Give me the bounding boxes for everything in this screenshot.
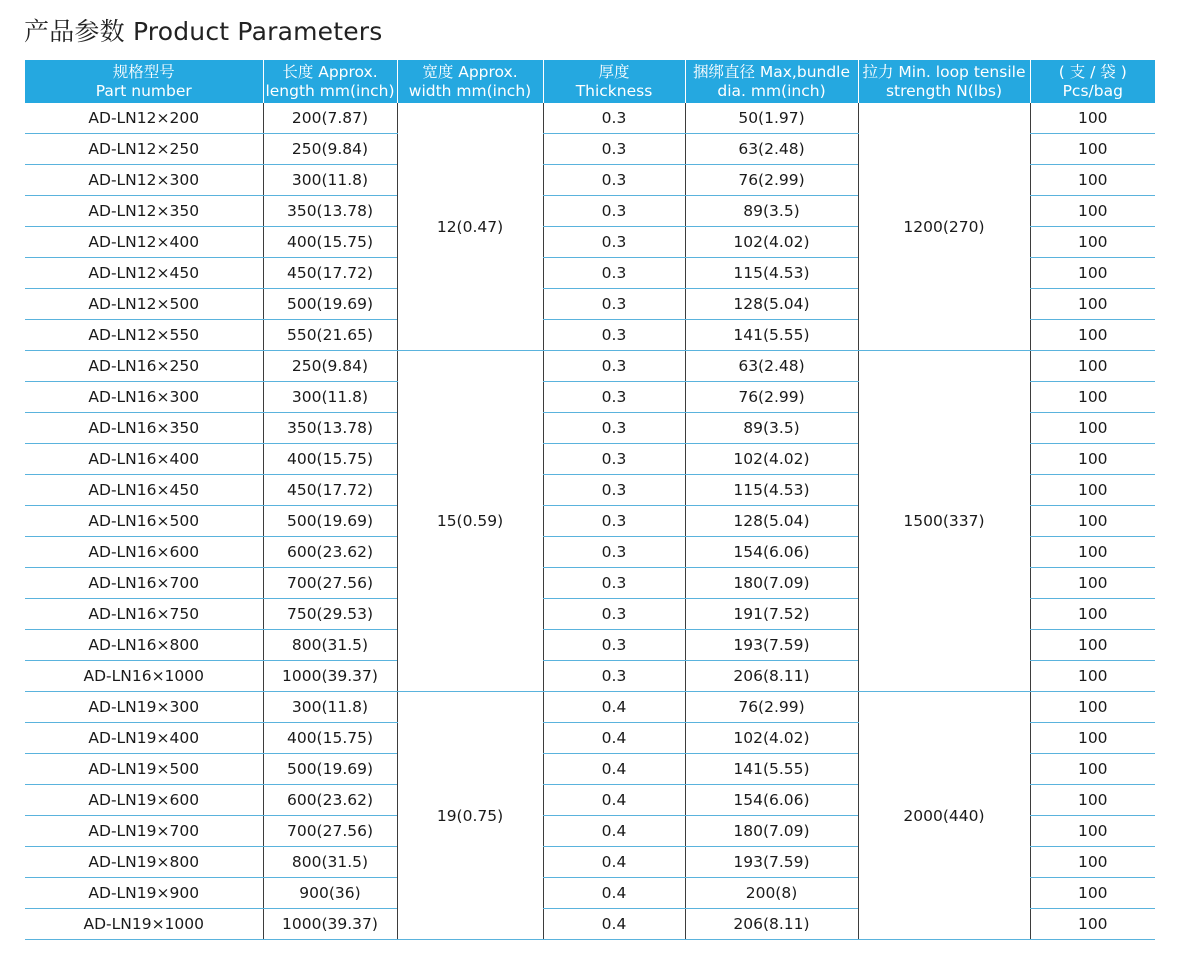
part-number-cell: AD-LN16×400 <box>25 444 263 475</box>
length-cell: 400(15.75) <box>263 444 397 475</box>
pcs-per-bag-cell: 100 <box>1030 475 1155 506</box>
pcs-per-bag-cell: 100 <box>1030 599 1155 630</box>
bundle-diameter-cell: 63(2.48) <box>685 134 858 165</box>
header-tensile-strength: 拉力 Min. loop tensile strength N(lbs) <box>858 60 1030 103</box>
thickness-cell: 0.3 <box>543 227 685 258</box>
thickness-cell: 0.3 <box>543 258 685 289</box>
bundle-diameter-cell: 193(7.59) <box>685 630 858 661</box>
bundle-diameter-cell: 206(8.11) <box>685 661 858 692</box>
part-number-cell: AD-LN12×500 <box>25 289 263 320</box>
thickness-cell: 0.4 <box>543 909 685 940</box>
part-number-cell: AD-LN12×450 <box>25 258 263 289</box>
length-cell: 700(27.56) <box>263 568 397 599</box>
thickness-cell: 0.4 <box>543 785 685 816</box>
thickness-cell: 0.3 <box>543 351 685 382</box>
thickness-cell: 0.3 <box>543 320 685 351</box>
length-cell: 300(11.8) <box>263 382 397 413</box>
pcs-per-bag-cell: 100 <box>1030 785 1155 816</box>
length-cell: 600(23.62) <box>263 785 397 816</box>
length-cell: 800(31.5) <box>263 847 397 878</box>
part-number-cell: AD-LN16×750 <box>25 599 263 630</box>
part-number-cell: AD-LN19×500 <box>25 754 263 785</box>
length-cell: 350(13.78) <box>263 196 397 227</box>
tensile-strength-cell: 2000(440) <box>858 692 1030 940</box>
product-parameters-table <box>25 60 1155 940</box>
pcs-per-bag-cell: 100 <box>1030 413 1155 444</box>
thickness-cell: 0.3 <box>543 630 685 661</box>
length-cell: 300(11.8) <box>263 692 397 723</box>
table-header-row <box>25 60 1155 103</box>
bundle-diameter-cell: 76(2.99) <box>685 382 858 413</box>
part-number-cell: AD-LN16×700 <box>25 568 263 599</box>
length-cell: 250(9.84) <box>263 134 397 165</box>
pcs-per-bag-cell: 100 <box>1030 227 1155 258</box>
bundle-diameter-cell: 141(5.55) <box>685 320 858 351</box>
pcs-per-bag-cell: 100 <box>1030 661 1155 692</box>
bundle-diameter-cell: 200(8) <box>685 878 858 909</box>
header-width: 宽度 Approx. width mm(inch) <box>397 60 543 103</box>
pcs-per-bag-cell: 100 <box>1030 878 1155 909</box>
thickness-cell: 0.4 <box>543 723 685 754</box>
table-row <box>25 103 1155 134</box>
length-cell: 550(21.65) <box>263 320 397 351</box>
length-cell: 300(11.8) <box>263 165 397 196</box>
part-number-cell: AD-LN19×900 <box>25 878 263 909</box>
bundle-diameter-cell: 102(4.02) <box>685 227 858 258</box>
bundle-diameter-cell: 180(7.09) <box>685 568 858 599</box>
thickness-cell: 0.3 <box>543 382 685 413</box>
bundle-diameter-cell: 141(5.55) <box>685 754 858 785</box>
part-number-cell: AD-LN12×200 <box>25 103 263 134</box>
bundle-diameter-cell: 115(4.53) <box>685 475 858 506</box>
bundle-diameter-cell: 76(2.99) <box>685 692 858 723</box>
table-row <box>25 351 1155 382</box>
length-cell: 200(7.87) <box>263 103 397 134</box>
thickness-cell: 0.3 <box>543 537 685 568</box>
thickness-cell: 0.3 <box>543 661 685 692</box>
part-number-cell: AD-LN12×300 <box>25 165 263 196</box>
thickness-cell: 0.3 <box>543 475 685 506</box>
pcs-per-bag-cell: 100 <box>1030 909 1155 940</box>
thickness-cell: 0.3 <box>543 196 685 227</box>
pcs-per-bag-cell: 100 <box>1030 258 1155 289</box>
part-number-cell: AD-LN16×800 <box>25 630 263 661</box>
pcs-per-bag-cell: 100 <box>1030 692 1155 723</box>
thickness-cell: 0.3 <box>543 599 685 630</box>
part-number-cell: AD-LN19×800 <box>25 847 263 878</box>
table-body <box>25 103 1155 940</box>
pcs-per-bag-cell: 100 <box>1030 506 1155 537</box>
thickness-cell: 0.3 <box>543 165 685 196</box>
bundle-diameter-cell: 115(4.53) <box>685 258 858 289</box>
pcs-per-bag-cell: 100 <box>1030 196 1155 227</box>
bundle-diameter-cell: 128(5.04) <box>685 506 858 537</box>
pcs-per-bag-cell: 100 <box>1030 134 1155 165</box>
page-title: 产品参数 Product Parameters <box>24 17 383 46</box>
bundle-diameter-cell: 128(5.04) <box>685 289 858 320</box>
pcs-per-bag-cell: 100 <box>1030 320 1155 351</box>
length-cell: 700(27.56) <box>263 816 397 847</box>
bundle-diameter-cell: 154(6.06) <box>685 785 858 816</box>
width-cell: 15(0.59) <box>397 351 543 692</box>
part-number-cell: AD-LN12×250 <box>25 134 263 165</box>
pcs-per-bag-cell: 100 <box>1030 754 1155 785</box>
bundle-diameter-cell: 76(2.99) <box>685 165 858 196</box>
part-number-cell: AD-LN12×550 <box>25 320 263 351</box>
thickness-cell: 0.3 <box>543 134 685 165</box>
length-cell: 500(19.69) <box>263 289 397 320</box>
bundle-diameter-cell: 102(4.02) <box>685 723 858 754</box>
part-number-cell: AD-LN16×500 <box>25 506 263 537</box>
thickness-cell: 0.3 <box>543 444 685 475</box>
pcs-per-bag-cell: 100 <box>1030 165 1155 196</box>
thickness-cell: 0.4 <box>543 847 685 878</box>
width-cell: 12(0.47) <box>397 103 543 351</box>
tensile-strength-cell: 1200(270) <box>858 103 1030 351</box>
thickness-cell: 0.4 <box>543 754 685 785</box>
width-cell: 19(0.75) <box>397 692 543 940</box>
thickness-cell: 0.3 <box>543 413 685 444</box>
pcs-per-bag-cell: 100 <box>1030 723 1155 754</box>
part-number-cell: AD-LN16×450 <box>25 475 263 506</box>
thickness-cell: 0.4 <box>543 692 685 723</box>
length-cell: 350(13.78) <box>263 413 397 444</box>
length-cell: 1000(39.37) <box>263 909 397 940</box>
header-thickness: 厚度 Thickness <box>543 60 685 103</box>
bundle-diameter-cell: 89(3.5) <box>685 196 858 227</box>
length-cell: 400(15.75) <box>263 227 397 258</box>
bundle-diameter-cell: 193(7.59) <box>685 847 858 878</box>
pcs-per-bag-cell: 100 <box>1030 537 1155 568</box>
thickness-cell: 0.3 <box>543 568 685 599</box>
part-number-cell: AD-LN19×600 <box>25 785 263 816</box>
bundle-diameter-cell: 191(7.52) <box>685 599 858 630</box>
bundle-diameter-cell: 63(2.48) <box>685 351 858 382</box>
length-cell: 600(23.62) <box>263 537 397 568</box>
length-cell: 250(9.84) <box>263 351 397 382</box>
length-cell: 450(17.72) <box>263 258 397 289</box>
bundle-diameter-cell: 89(3.5) <box>685 413 858 444</box>
pcs-per-bag-cell: 100 <box>1030 816 1155 847</box>
thickness-cell: 0.3 <box>543 506 685 537</box>
header-length: 长度 Approx. length mm(inch) <box>263 60 397 103</box>
length-cell: 750(29.53) <box>263 599 397 630</box>
length-cell: 900(36) <box>263 878 397 909</box>
part-number-cell: AD-LN16×300 <box>25 382 263 413</box>
part-number-cell: AD-LN19×700 <box>25 816 263 847</box>
length-cell: 1000(39.37) <box>263 661 397 692</box>
thickness-cell: 0.4 <box>543 878 685 909</box>
bundle-diameter-cell: 50(1.97) <box>685 103 858 134</box>
pcs-per-bag-cell: 100 <box>1030 103 1155 134</box>
pcs-per-bag-cell: 100 <box>1030 382 1155 413</box>
bundle-diameter-cell: 206(8.11) <box>685 909 858 940</box>
part-number-cell: AD-LN16×250 <box>25 351 263 382</box>
pcs-per-bag-cell: 100 <box>1030 630 1155 661</box>
part-number-cell: AD-LN16×600 <box>25 537 263 568</box>
part-number-cell: AD-LN19×1000 <box>25 909 263 940</box>
thickness-cell: 0.3 <box>543 103 685 134</box>
pcs-per-bag-cell: 100 <box>1030 351 1155 382</box>
pcs-per-bag-cell: 100 <box>1030 289 1155 320</box>
length-cell: 800(31.5) <box>263 630 397 661</box>
length-cell: 500(19.69) <box>263 506 397 537</box>
bundle-diameter-cell: 180(7.09) <box>685 816 858 847</box>
header-part-number: 规格型号 Part number <box>25 60 263 103</box>
part-number-cell: AD-LN19×400 <box>25 723 263 754</box>
tensile-strength-cell: 1500(337) <box>858 351 1030 692</box>
part-number-cell: AD-LN16×1000 <box>25 661 263 692</box>
header-pcs-per-bag: ( 支 / 袋 ) Pcs/bag <box>1030 60 1155 103</box>
part-number-cell: AD-LN16×350 <box>25 413 263 444</box>
part-number-cell: AD-LN19×300 <box>25 692 263 723</box>
thickness-cell: 0.4 <box>543 816 685 847</box>
pcs-per-bag-cell: 100 <box>1030 847 1155 878</box>
bundle-diameter-cell: 102(4.02) <box>685 444 858 475</box>
pcs-per-bag-cell: 100 <box>1030 568 1155 599</box>
thickness-cell: 0.3 <box>543 289 685 320</box>
part-number-cell: AD-LN12×350 <box>25 196 263 227</box>
part-number-cell: AD-LN12×400 <box>25 227 263 258</box>
length-cell: 400(15.75) <box>263 723 397 754</box>
length-cell: 450(17.72) <box>263 475 397 506</box>
bundle-diameter-cell: 154(6.06) <box>685 537 858 568</box>
table-row <box>25 692 1155 723</box>
pcs-per-bag-cell: 100 <box>1030 444 1155 475</box>
header-bundle-diameter: 捆绑直径 Max,bundle dia. mm(inch) <box>685 60 858 103</box>
length-cell: 500(19.69) <box>263 754 397 785</box>
